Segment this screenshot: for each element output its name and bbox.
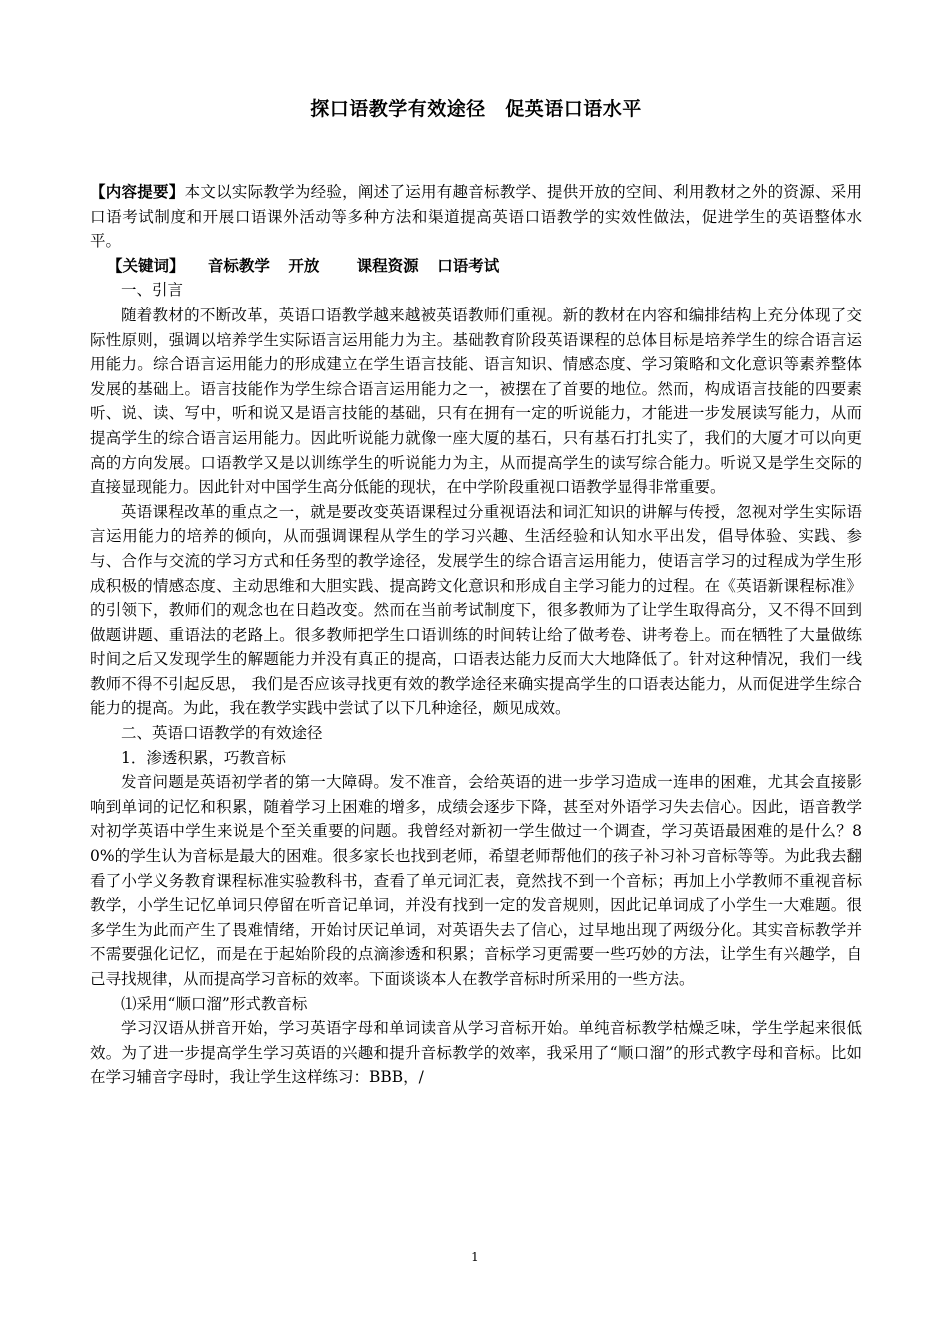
abstract-label: 【内容提要】 <box>90 183 185 201</box>
keyword-item: 开放 <box>288 256 320 275</box>
page-number: 1 <box>471 1250 479 1264</box>
section-heading-intro: 一、引言 <box>121 281 184 300</box>
keywords-line <box>90 254 862 279</box>
abstract-paragraph <box>90 180 862 254</box>
intro-paragraph-1: 随着教材的不断改革，英语口语教学越来越被英语教师们重视。新的教材在内容和编排结构上充分体现了交际性原则，强调以培养学生实际语言运用能力为主。基础教育阶段英语课程的总体目标是培养学生的综合语言运用能力。综合语言运用能力的形成建立在学生语言技能、语言知识、情感态度、学习策略和文化意识等素养整体发展的基础上。语言技能作为学生综合语言运用能力之一，被摆在了首要的地位。然而，构成语言技能的四要素听、说、读、写中，听和说又是语言技能的基础，只有在拥有一定的听说能力，才能进一步发展读写能力，从而提高学生的综合语言运用能力。因此听说能力就像一座大厦的基石，只有基石打扎实了，我们的大厦才可以向更高的方向发展。口语教学又是以训练学生的听说能力为主，从而提高学生的读写综合能力。听说又是学生交际的直接显现能力。因此针对中国学生高分低能的现状，在中学阶段重视口语教学显得非常重要。 <box>90 305 862 497</box>
keyword-item: 音标教学 <box>207 256 270 275</box>
intro-paragraph-2: 英语课程改革的重点之一，就是要改变英语课程过分重视语法和词汇知识的讲解与传授，忽视对学生实际语言运用能力的培养的倾向，从而强调课程从学生的学习兴趣、生活经验和认知水平出发，倡导体验、实践、参与、合作与交流的学习方式和任务型的教学途径，发展学生的综合语言运用能力，使语言学习的过程成为学生形成积极的情感态度、主动思维和大胆实践、提高跨文化意识和形成自主学习能力的过程。在《英语新课程标准》的引领下，教师们的观念也在日趋改变。然而在当前考试制度下，很多教师为了让学生取得高分，又不得不回到做题讲题、重语法的老路上。很多教师把学生口语训练的时间转让给了做考卷、讲考卷上。而在牺牲了大量做练时间之后又发现学生的解题能力并没有真正的提高，口语表达能力反而大大地降低了。针对这种情况，我们一线教师不得不引起反思， 我们是否应该寻找更有效的教学途径来确实提高学生的口语表达能力，从而促进学生综合能力的提高。为此，我在教学实践中尝试了以下几种途径，颇见成效。 <box>90 502 862 718</box>
subsection-heading-1a: ⑴采用“顺口溜”形式教音标 <box>121 994 308 1013</box>
section-heading-methods: 二、英语口语教学的有效途径 <box>121 724 323 743</box>
subsection-1-paragraph: 发音问题是英语初学者的第一大障碍。发不准音，会给英语的进一步学习造成一连串的困难，尤其会直接影响到单词的记忆和积累，随着学习上困难的增多，成绩会逐步下降，甚至对外语学习失去信心。因此，语音教学对初学英语中学生来说是个至关重要的问题。我曾经对新初一学生做过一个调查，学习英语最困难的是什么？80%的学生认为音标是最大的困难。很多家长也找到老师，希望老师帮他们的孩子补习补习音标等等。为此我去翻看了小学义务教育课程标准实验教科书，查看了单元词汇表，竟然找不到一个音标；再加上小学教师不重视音标教学，小学生记忆单词只停留在听音记单词，并没有找到一定的发音规则，因此记单词成了小学生一大难题。很多学生为此而产生了畏难情绪，开始讨厌记单词，对英语失去了信心，过早地出现了两级分化。其实音标教学并不需要强化记忆，而是在于起始阶段的点滴渗透和积累；音标学习更需要一些巧妙的方法，让学生有兴趣学，自己寻找规律，从而提高学习音标的效率。下面谈谈本人在教学音标时所采用的一些方法。 <box>90 773 862 988</box>
document-title: 探口语教学有效途径 促英语口语水平 <box>310 98 642 120</box>
subsection-heading-1: 1．渗透积累，巧教音标 <box>121 748 286 767</box>
keyword-item: 口语考试 <box>437 256 500 275</box>
subsection-1a-paragraph: 学习汉语从拼音开始，学习英语字母和单词读音从学习音标开始。单纯音标教学枯燥乏味，学生学起来很低效。为了进一步提高学生学习英语的兴趣和提升音标教学的效率，我采用了“顺口溜”的形式教字母和音标。比如在学习辅音字母时，我让学生这样练习：BBB，/ <box>90 1019 862 1087</box>
keywords-label: 【关键词】 <box>107 256 185 275</box>
abstract-text: 本文以实际教学为经验，阐述了运用有趣音标教学、提供开放的空间、利用教材之外的资源、采用口语考试制度和开展口语课外活动等多种方法和渠道提高英语口语教学的实效性做法，促进学生的英语整体水平。 <box>90 183 862 251</box>
document-page <box>90 96 862 1090</box>
keyword-item: 课程资源 <box>356 256 419 275</box>
